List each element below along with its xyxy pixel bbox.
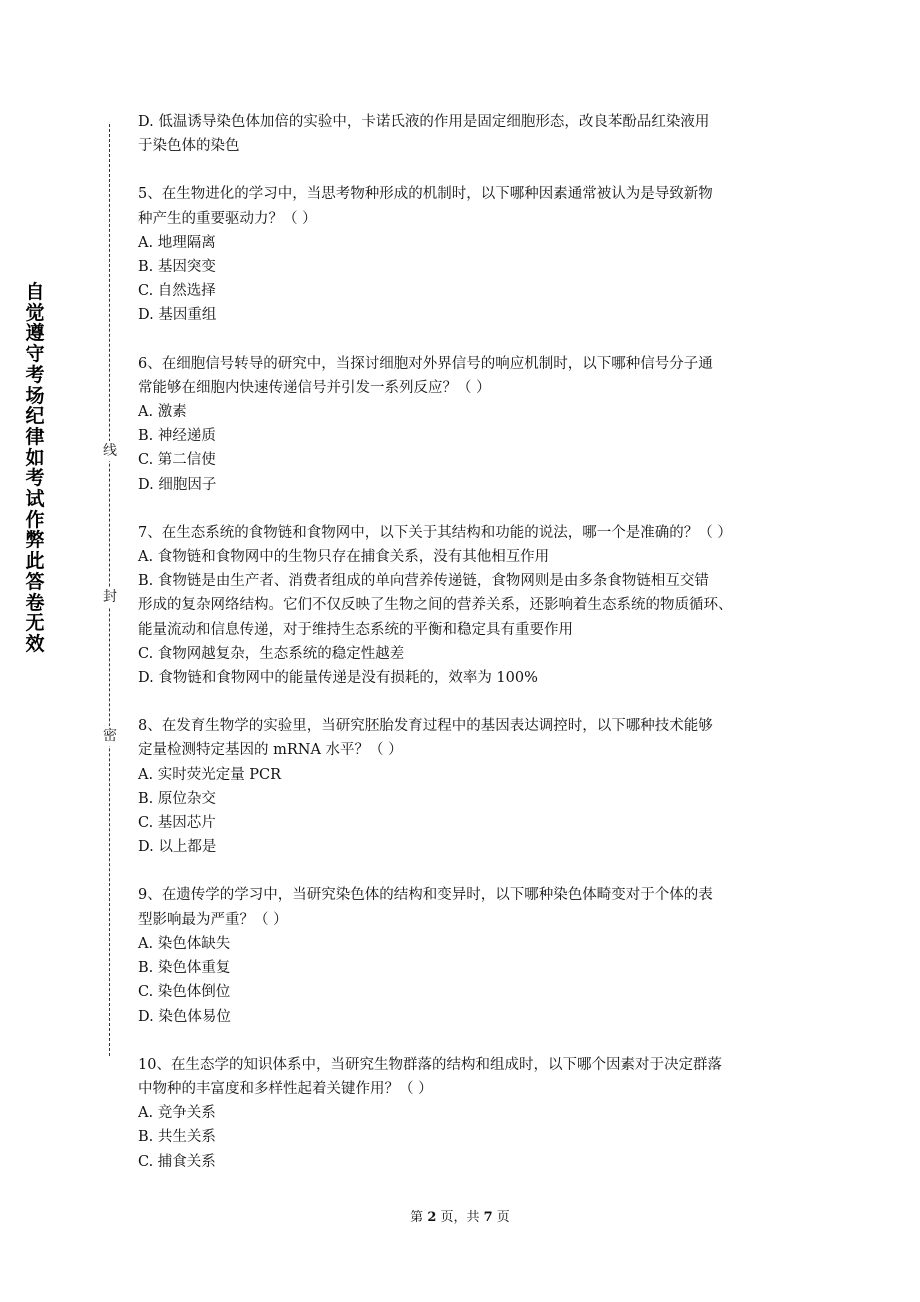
question-block-q5 bbox=[138, 182, 788, 327]
question-line: C. 第二信使 bbox=[138, 452, 216, 469]
question-block-q10 bbox=[138, 1053, 788, 1174]
question-line: D. 基因重组 bbox=[138, 307, 217, 324]
question-line: A. 竞争关系 bbox=[138, 1105, 216, 1122]
question-line: 6、在细胞信号转导的研究中，当探讨细胞对外界信号的响应机制时，以下哪种信号分子通 bbox=[138, 355, 713, 372]
question-line: 10、在生态学的知识体系中，当研究生物群落的结构和组成时，以下哪个因素对于决定群落 bbox=[138, 1056, 722, 1073]
question-list bbox=[138, 110, 788, 1174]
question-line: A. 实时荧光定量 PCR bbox=[138, 766, 282, 783]
question-line: C. 基因芯片 bbox=[138, 815, 216, 832]
question-block-q4-tail bbox=[138, 110, 788, 158]
question-line: C. 食物网越复杂，生态系统的稳定性越差 bbox=[138, 645, 405, 662]
question-line: B. 食物链是由生产者、消费者组成的单向营养传递链，食物网则是由多条食物链相互交错 bbox=[138, 573, 709, 590]
question-line: A. 食物链和食物网中的生物只存在捕食关系，没有其他相互作用 bbox=[138, 549, 550, 566]
question-line: 5、在生物进化的学习中，当思考物种形成的机制时，以下哪种因素通常被认为是导致新物 bbox=[138, 186, 713, 203]
question-line: B. 神经递质 bbox=[138, 428, 216, 445]
question-line: D. 细胞因子 bbox=[138, 476, 217, 493]
current-page-number: 2 bbox=[427, 1210, 437, 1225]
footer-middle: 页，共 bbox=[436, 1210, 484, 1225]
question-line: D. 以上都是 bbox=[138, 839, 217, 856]
binding-label-feng: 封 bbox=[103, 589, 117, 605]
question-line: B. 原位杂交 bbox=[138, 790, 216, 807]
question-line: B. 共生关系 bbox=[138, 1129, 216, 1146]
binding-label-mi: 密 bbox=[103, 728, 117, 744]
question-line: C. 自然选择 bbox=[138, 283, 216, 300]
question-line: A. 地理隔离 bbox=[138, 234, 216, 251]
question-line: C. 染色体倒位 bbox=[138, 984, 231, 1001]
question-line: 8、在发育生物学的实验里，当研究胚胎发育过程中的基因表达调控时，以下哪种技术能够 bbox=[138, 718, 713, 735]
page-footer bbox=[0, 1206, 920, 1225]
question-line: B. 染色体重复 bbox=[138, 960, 231, 977]
question-block-q7 bbox=[138, 521, 788, 690]
question-line: 定量检测特定基因的 mRNA 水平？（ ） bbox=[138, 742, 403, 759]
footer-suffix: 页 bbox=[492, 1210, 510, 1225]
question-line: 种产生的重要驱动力？（ ） bbox=[138, 210, 317, 227]
question-line: D. 低温诱导染色体加倍的实验中，卡诺氏液的作用是固定细胞形态，改良苯酚品红染液用 bbox=[138, 114, 710, 130]
question-line: B. 基因突变 bbox=[138, 259, 216, 276]
question-line: 中物种的丰富度和多样性起着关键作用？（ ） bbox=[138, 1080, 433, 1097]
question-line: D. 染色体易位 bbox=[138, 1008, 231, 1025]
question-line: 7、在生态系统的食物链和食物网中，以下关于其结构和功能的说法，哪一个是准确的？（ ） bbox=[138, 524, 732, 541]
total-page-count: 7 bbox=[483, 1210, 493, 1225]
question-line: 于染色体的染色 bbox=[138, 138, 240, 155]
question-line: A. 染色体缺失 bbox=[138, 935, 231, 952]
question-line: 常能够在细胞内快速传递信号并引发一系列反应？（ ） bbox=[138, 379, 491, 396]
question-block-q6 bbox=[138, 352, 788, 497]
question-line: 能量流动和信息传递，对于维持生态系统的平衡和稳定具有重要作用 bbox=[138, 621, 573, 638]
footer-prefix: 第 bbox=[410, 1210, 428, 1225]
exam-discipline-notice: 自觉遵守考场纪律如考试作弊此答卷无效 bbox=[25, 281, 45, 655]
question-block-q9 bbox=[138, 883, 788, 1028]
binding-label-xian: 线 bbox=[103, 443, 117, 459]
question-line: 9、在遗传学的学习中，当研究染色体的结构和变异时，以下哪种染色体畸变对于个体的表 bbox=[138, 887, 713, 904]
question-block-q8 bbox=[138, 714, 788, 859]
question-line: A. 激素 bbox=[138, 404, 187, 421]
question-line: 型影响最为严重？（ ） bbox=[138, 911, 288, 928]
question-line: 形成的复杂网络结构。它们不仅反映了生物之间的营养关系，还影响着生态系统的物质循环、 bbox=[138, 597, 733, 614]
question-line: C. 捕食关系 bbox=[138, 1153, 216, 1170]
question-line: D. 食物链和食物网中的能量传递是没有损耗的，效率为 100% bbox=[138, 670, 538, 687]
